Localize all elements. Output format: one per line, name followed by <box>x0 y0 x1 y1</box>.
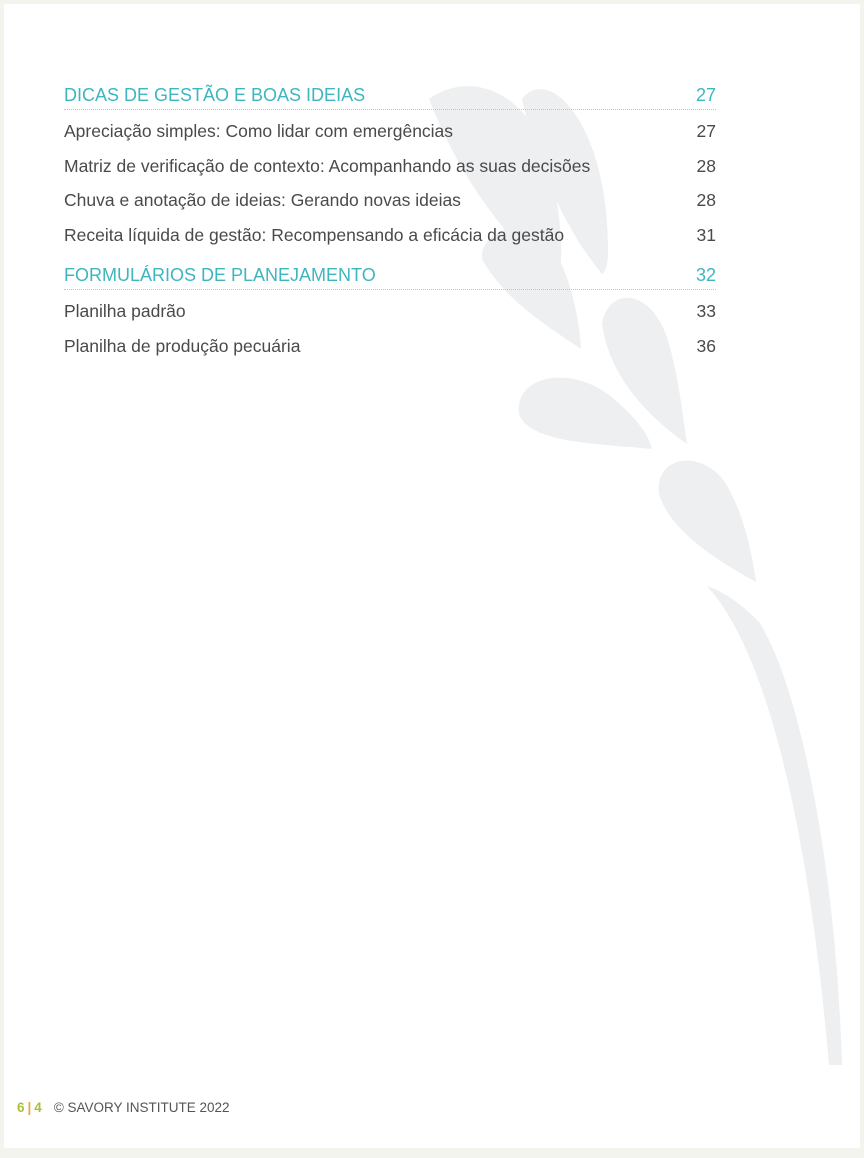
toc-entry[interactable] <box>64 294 716 329</box>
page-number-right: 4 <box>34 1100 42 1115</box>
toc-entry-page: 36 <box>696 335 716 356</box>
document-page <box>4 4 860 1148</box>
toc-entry-page: 28 <box>696 155 716 176</box>
page-footer <box>17 1100 230 1116</box>
toc-entry-list <box>64 294 716 363</box>
toc-section-heading[interactable] <box>64 262 716 290</box>
toc-entry-list <box>64 114 716 252</box>
toc-section-heading[interactable] <box>64 82 716 110</box>
toc-entry-page: 27 <box>696 121 716 141</box>
toc-entry[interactable] <box>64 149 716 184</box>
toc-section-page: 27 <box>695 85 716 105</box>
page-number-separator: | <box>27 1100 32 1115</box>
toc-entry-title: Chuva e anotação de ideias: Gerando novas ideias <box>64 190 461 210</box>
toc-section-title: DICAS DE GESTÃO E BOAS IDEIAS <box>64 85 366 105</box>
copyright-notice: © SAVORY INSTITUTE 2022 <box>53 1100 230 1115</box>
table-of-contents <box>64 82 716 363</box>
toc-section-title: FORMULÁRIOS DE PLANEJAMENTO <box>64 265 376 285</box>
toc-entry-title: Receita líquida de gestão: Recompensando a eficácia da gestão <box>64 224 565 245</box>
toc-entry-title: Planilha padrão <box>64 301 186 321</box>
toc-entry-title: Planilha de produção pecuária <box>64 335 301 356</box>
toc-entry-page: 31 <box>696 224 716 245</box>
toc-section-page: 32 <box>695 265 716 285</box>
toc-entry[interactable] <box>64 183 716 218</box>
toc-entry[interactable] <box>64 114 716 149</box>
leaf-shape <box>659 461 756 582</box>
toc-entry-page: 28 <box>696 190 716 210</box>
toc-entry[interactable] <box>64 329 716 364</box>
toc-entry-title: Apreciação simples: Como lidar com emergências <box>64 121 454 141</box>
stem-shape <box>707 586 842 1065</box>
page-number-left: 6 <box>17 1100 25 1115</box>
toc-entry-page: 33 <box>696 301 716 321</box>
toc-entry-title: Matriz de verificação de contexto: Acompanhando as suas decisões <box>64 155 591 176</box>
toc-entry[interactable] <box>64 218 716 253</box>
